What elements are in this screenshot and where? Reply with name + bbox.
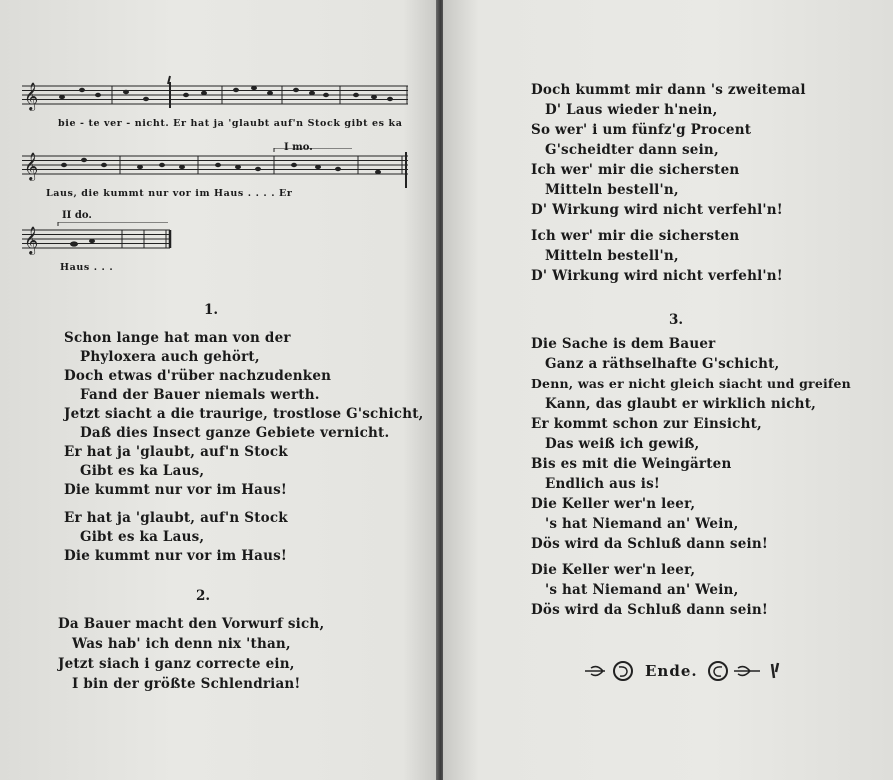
music-staff-3	[22, 222, 182, 266]
verse-2-continued-line: Ich wer' mir die sichersten	[531, 162, 740, 178]
verse-1-line: Phyloxera auch gehört,	[80, 349, 260, 365]
end-ornament	[583, 658, 784, 684]
verse-1-line: Daß dies Insect ganze Gebiete vernicht.	[80, 425, 390, 441]
verse-1-line: Er hat ja 'glaubt, auf'n Stock	[64, 510, 288, 526]
right-flourish-icon	[704, 658, 784, 684]
end-label: Ende.	[645, 662, 698, 680]
verse-1-line: Die kummt nur vor im Haus!	[64, 548, 288, 564]
verse-1-line: Jetzt siacht a die traurige, trostlose G'schicht,	[64, 406, 424, 422]
lyrics-row-2: Laus, die kummt nur vor im Haus . . . . Er	[46, 188, 293, 199]
verse-3-line: Er kommt schon zur Einsicht,	[531, 416, 762, 432]
verse-3-line: Dös wird da Schluß dann sein!	[531, 602, 768, 618]
verse-2-line: Jetzt siach i ganz correcte ein,	[58, 656, 295, 672]
volta-seconda-label: II do.	[62, 210, 92, 221]
verse-2-line: Da Bauer macht den Vorwurf sich,	[58, 616, 325, 632]
music-staff-1	[22, 72, 408, 122]
lyrics-row-1: bie - te ver - nicht. Er hat ja 'glaubt auf'n Stock gibt es ka	[58, 118, 403, 129]
music-staff-2	[22, 148, 408, 192]
verse-3-line: Kann, das glaubt er wirklich nicht,	[545, 396, 817, 412]
verse-2-line: I bin der größte Schlendrian!	[72, 676, 301, 692]
verse-3-line: 's hat Niemand an' Wein,	[545, 582, 739, 598]
verse-1-line: Gibt es ka Laus,	[80, 463, 205, 479]
verse-1-line: Fand der Bauer niemals werth.	[80, 387, 320, 403]
lyrics-row-3: Haus . . .	[60, 262, 114, 273]
verse-1-line: Schon lange hat man von der	[64, 330, 291, 346]
verse-2-continued-line: Mitteln bestell'n,	[545, 248, 679, 264]
verse-2-continued-line: D' Laus wieder h'nein,	[545, 102, 718, 118]
verse-3-line: Die Keller wer'n leer,	[531, 562, 696, 578]
verse-2-number: 2.	[196, 588, 211, 604]
verse-2-continued-line: D' Wirkung wird nicht verfehl'n!	[531, 268, 783, 284]
svg-text:𝄞: 𝄞	[24, 152, 39, 180]
left-flourish-icon	[583, 658, 639, 684]
verse-2-line: Was hab' ich denn nix 'than,	[72, 636, 291, 652]
svg-text:𝄞: 𝄞	[24, 226, 39, 254]
svg-text:𝄞: 𝄞	[24, 82, 39, 110]
verse-2-continued-line: Mitteln bestell'n,	[545, 182, 679, 198]
verse-3-line: Ganz a räthselhafte G'schicht,	[545, 356, 780, 372]
verse-1-line: Doch etwas d'rüber nachzudenken	[64, 368, 332, 384]
left-page	[0, 0, 438, 780]
verse-3-line: Denn, was er nicht gleich siacht und greifen	[531, 376, 851, 391]
verse-3-line: 's hat Niemand an' Wein,	[545, 516, 739, 532]
verse-1-number: 1.	[204, 302, 219, 318]
verse-3-line: Das weiß ich gewiß,	[545, 436, 700, 452]
verse-2-continued-line: Doch kummt mir dann 's zweitemal	[531, 82, 806, 98]
verse-3-line: Dös wird da Schluß dann sein!	[531, 536, 768, 552]
verse-1-line: Er hat ja 'glaubt, auf'n Stock	[64, 444, 288, 460]
verse-3-line: Endlich aus is!	[545, 476, 661, 492]
verse-2-continued-line: So wer' i um fünfz'g Procent	[531, 122, 752, 138]
verse-3-number: 3.	[669, 312, 684, 328]
verse-1-line: Gibt es ka Laus,	[80, 529, 205, 545]
verse-3-line: Die Keller wer'n leer,	[531, 496, 696, 512]
verse-2-continued-line: G'scheidter dann sein,	[545, 142, 719, 158]
verse-1-line: Die kummt nur vor im Haus!	[64, 482, 288, 498]
volta-prima-label: I mo.	[284, 142, 313, 153]
right-page	[443, 0, 893, 780]
verse-2-continued-line: D' Wirkung wird nicht verfehl'n!	[531, 202, 783, 218]
verse-3-line: Bis es mit die Weingärten	[531, 456, 732, 472]
verse-3-line: Die Sache is dem Bauer	[531, 336, 716, 352]
verse-2-continued-line: Ich wer' mir die sichersten	[531, 228, 740, 244]
